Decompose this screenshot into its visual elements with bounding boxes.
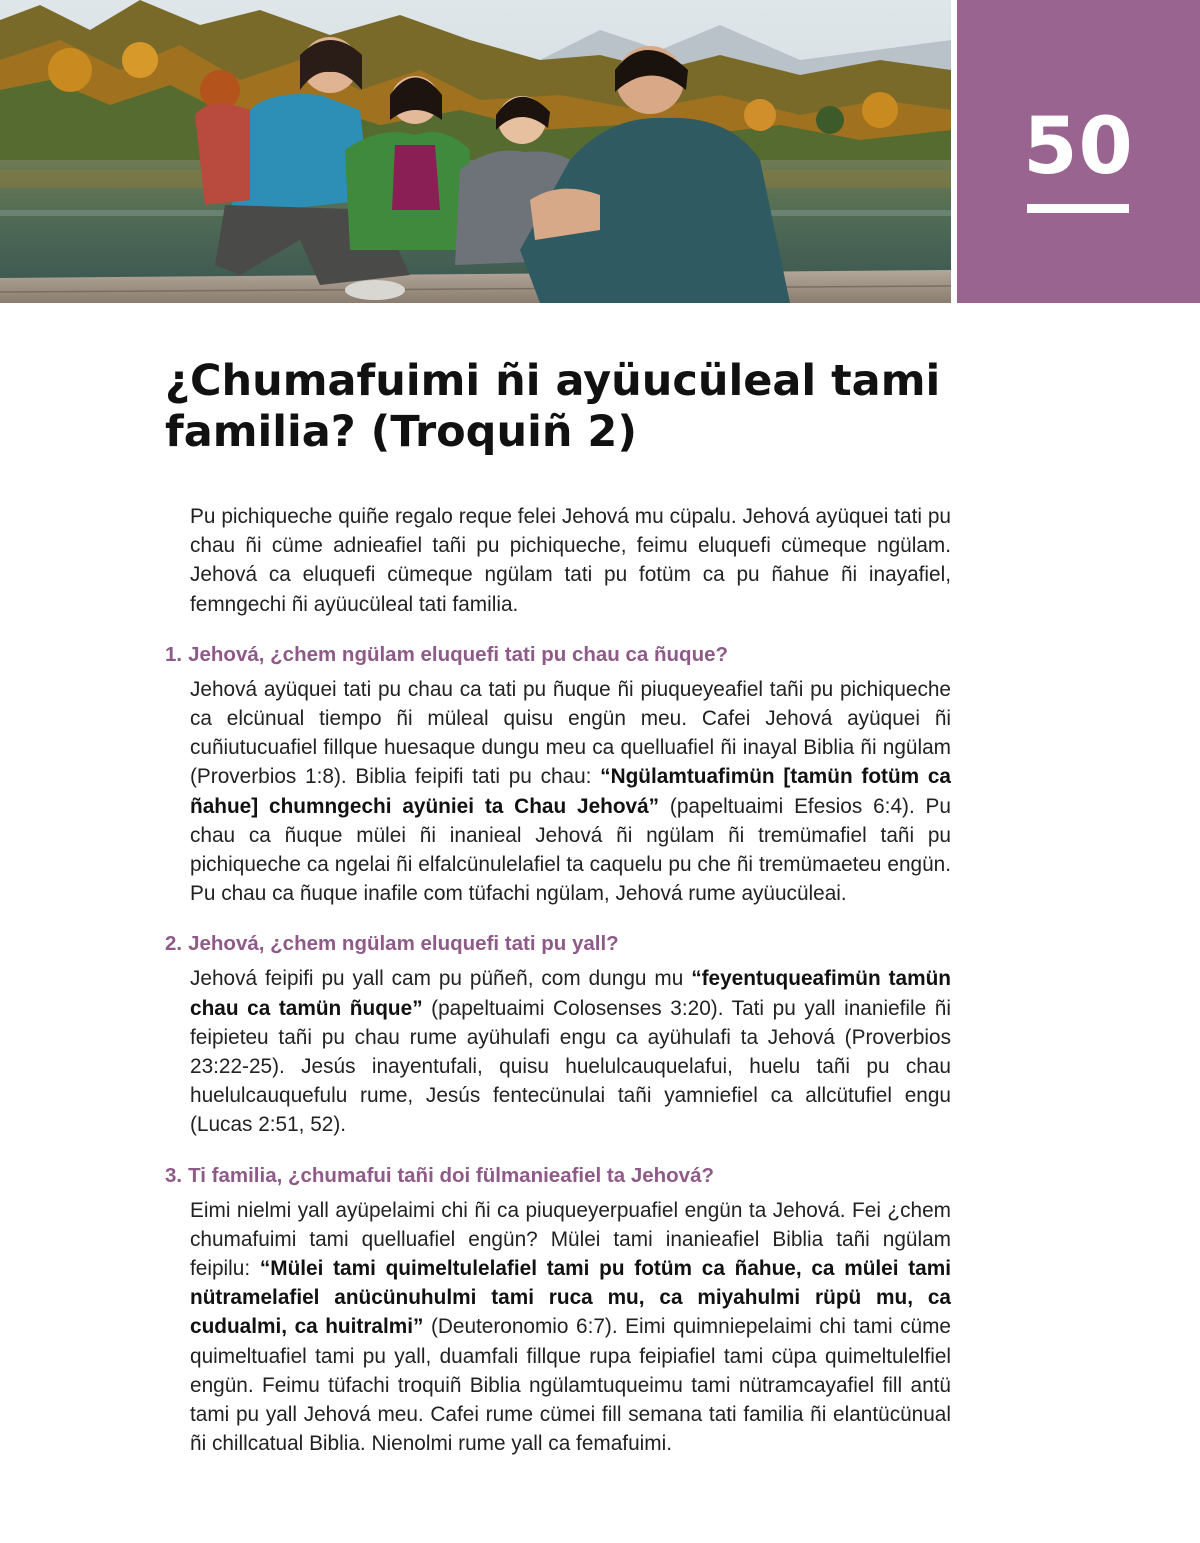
page-title: ¿Chumafuimi ñi ayüucüleal tami familia? (Troquiñ 2): [165, 356, 941, 457]
section-paragraph-2: [190, 964, 951, 1139]
question-number: 2.: [165, 932, 183, 956]
lesson-number-underline: [1027, 204, 1129, 213]
section-question-2: [165, 930, 951, 958]
paragraph-text: (papeltuaimi Efesios 6:4). Pu chau ca ñuque mülei ñi inanieal Jehová ñi ngülam ñi tremümafiel tañi pu pichiqueche ca ngelai ñi elfalcünulelafiel ta caquelu pu che ñi tremümaeteu engün. Pu chau ca ñuque inafile com tüfachi ngülam, Jehová rume ayüucüleai.: [190, 794, 951, 906]
lesson-number-box: [957, 0, 1200, 303]
intro-paragraph: Pu pichiqueche quiñe regalo reque felei Jehová mu cüpalu. Jehová ayüquei tati pu chau ñi cüme adnieafiel tañi pu pichiqueche, feimu eluquefi cümeque ngülam. Jehová ca eluquefi cümeque ngülam tati pu fotüm ca pu ñahue ñi inayafiel, femngechi ñi ayüucüleal tati familia.: [190, 505, 951, 616]
section-paragraph-3: [190, 1196, 951, 1459]
scripture-quote: “Mülei tami quimeltulelafiel tami pu fotüm ca ñahue, ca mülei tami nütramelafiel anücünuhulmi tami ruca mu, ca miyahulmi rüpü mu, ca cudualmi, ca huitralmi”: [190, 1257, 951, 1339]
lesson-number: 50: [1023, 102, 1134, 192]
paragraph-text: Eimi nielmi yall ayüpelaimi chi ñi ca piuqueyerpuafiel engün ta Jehová. Fei ¿chem chumafuimi tami quelluafiel engün? Mülei tami inanieafiel Biblia tañi ngülam feipilu:: [190, 1198, 951, 1281]
question-number: 1.: [165, 642, 183, 666]
hero-photo: [0, 0, 951, 303]
question-text: Jehová, ¿chem ngülam eluquefi tati pu yall?: [188, 932, 619, 956]
question-text: Ti familia, ¿chumafui tañi doi fülmanieafiel ta Jehová?: [188, 1163, 715, 1187]
paragraph-text: (papeltuaimi Colosenses 3:20). Tati pu yall inaniefile ñi feipieteu tañi pu chau rume ayühulafi engu ca ayühulafi ta Jehová (Proverbios 23:22-25). Jesús inayentufali, quisu huelulcauquelafui, huelu tañi pu chau huelulcauquefulu rume, Jesús fentecünulai tañi yamniefiel ca allcütufiel engu (Lucas 2:51, 52).: [190, 996, 951, 1137]
paragraph-text: Jehová feipifi pu yall cam pu püñeñ, com dungu mu: [190, 967, 692, 991]
family-photo-icon: [0, 0, 951, 303]
lesson-content: [165, 502, 951, 1458]
section-paragraph-1: [190, 675, 951, 909]
question-number: 3.: [165, 1163, 183, 1187]
paragraph-text: (Deuteronomio 6:7). Eimi quimniepelaimi chi tami cüme quimeltuafiel tami pu yall, duamfali fillque rupa feipiafiel tami cüpa quimeltulelfiel engün. Feimu tüfachi troquiñ Biblia ngülamtuqueimu tami nütramcayafiel fill antü tami pu yall Jehová meu. Cafei rume cümei fill semana tati familia ñi elantücünual ñi chillcatual Biblia. Nienolmi rume yall ca femafuimi.: [190, 1315, 951, 1456]
section-question-3: [165, 1162, 951, 1190]
scripture-quote: “feyentuqueafimün tamün chau ca tamün ñuque”: [190, 967, 951, 1020]
section-question-1: [165, 641, 951, 669]
question-text: Jehová, ¿chem ngülam eluquefi tati pu chau ca ñuque?: [188, 642, 729, 666]
scripture-quote: “Ngülamtuafimün [tamün fotüm ca ñahue] chumngechi ayüniei ta Chau Jehová”: [190, 765, 951, 818]
paragraph-text: Jehová ayüquei tati pu chau ca tati pu ñuque ñi piuqueyeafiel tañi pu pichiqueche ca elcünual tiempo ñi müleal quisu engün meu. Cafei Jehová ayüquei ñi cuñiutucuafiel fillque huesaque dungu meu ca quelluafiel ñi inayal Biblia ñi ngülam (Proverbios 1:8). Biblia feipifi tati pu chau:: [190, 677, 951, 789]
